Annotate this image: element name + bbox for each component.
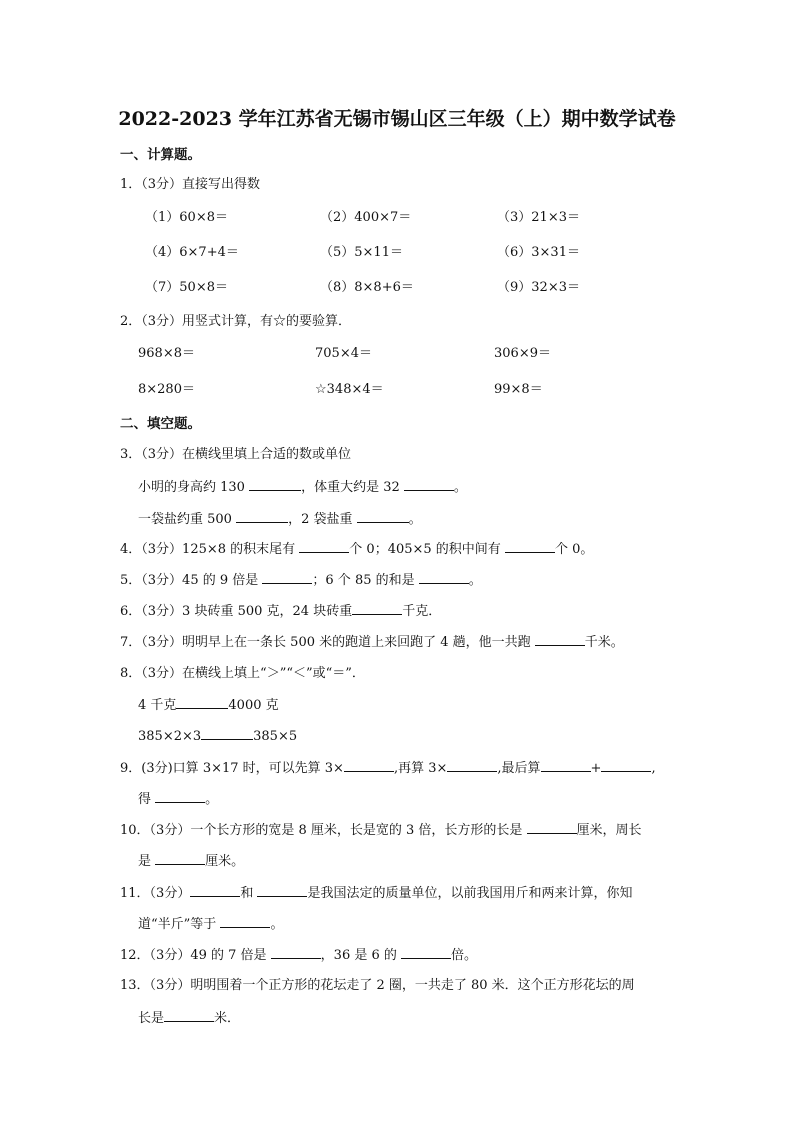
answer-blank[interactable]: [344, 759, 394, 772]
q2-item: 8×280＝: [138, 382, 195, 397]
answer-blank[interactable]: [401, 946, 451, 959]
question-3-stem: 3．（3分）在横线里填上合适的数或单位: [120, 447, 352, 462]
question-13-line-2: 长是 米．: [138, 1011, 241, 1026]
answer-blank[interactable]: [527, 821, 577, 834]
question-9-line-1: 9．(3分)口算 3×17 时，可以先算 3× ,再算 3× ,最后算 + ,: [120, 761, 656, 776]
answer-blank[interactable]: [155, 790, 205, 803]
question-6: 6．（3分）3 块砖重 500 克，24 块砖重 千克．: [120, 604, 442, 619]
q1-item: （1）60×8＝: [145, 210, 228, 225]
question-7: 7．（3分）明明早上在一条长 500 米的跑道上来回跑了 4 趟，他一共跑 千米。: [120, 635, 624, 650]
q1-item: （6）3×31＝: [497, 245, 580, 260]
question-8-stem: 8．（3分）在横线上填上“＞”“＜”或“＝”．: [120, 666, 365, 681]
q1-item: （2）400×7＝: [320, 210, 412, 225]
question-11-line-1: 11．（3分） 和 是我国法定的质量单位，以前我国用斤和两来计算，你知: [120, 886, 633, 901]
answer-blank[interactable]: [236, 510, 288, 523]
answer-blank[interactable]: [535, 633, 585, 646]
question-12: 12．（3分）49 的 7 倍是 ，36 是 6 的 倍。: [120, 948, 478, 963]
question-3-line-2: 一袋盐约重 500 ，2 袋盐重 。: [138, 512, 422, 527]
answer-blank[interactable]: [447, 759, 497, 772]
answer-blank[interactable]: [299, 540, 349, 553]
answer-blank[interactable]: [249, 478, 301, 491]
question-5: 5．（3分）45 的 9 倍是 ；6 个 85 的和是 。: [120, 573, 482, 588]
question-1-stem: 1．（3分）直接写出得数: [120, 177, 261, 192]
question-13-line-1: 13．（3分）明明围着一个正方形的花坛走了 2 圈，一共走了 80 米．这个正方形花坛的周: [120, 978, 635, 993]
q1-item: （5）5×11＝: [320, 245, 403, 260]
answer-blank[interactable]: [357, 510, 409, 523]
q2-item: 99×8＝: [494, 382, 543, 397]
answer-blank[interactable]: [257, 884, 307, 897]
q1-item: （8）8×8+6＝: [320, 280, 414, 295]
section-heading-calculation: 一、计算题。: [120, 147, 201, 163]
answer-blank[interactable]: [190, 884, 240, 897]
section-heading-fill-blank: 二、填空题。: [120, 416, 201, 432]
q2-item: 306×9＝: [494, 346, 551, 361]
question-4: 4．（3分）125×8 的积末尾有 个 0；405×5 的积中间有 个 0。: [120, 542, 594, 557]
question-10-line-2: 是 厘米。: [138, 854, 245, 869]
answer-blank[interactable]: [541, 759, 591, 772]
q2-item: 705×4＝: [315, 346, 372, 361]
question-8-line-2: 385×2×3 385×5: [138, 729, 298, 744]
q2-item: 968×8＝: [138, 346, 195, 361]
question-2-stem: 2．（3分）用竖式计算，有☆的要验算．: [120, 314, 352, 329]
q1-item: （4）6×7+4＝: [145, 245, 239, 260]
question-10-line-1: 10．（3分）一个长方形的宽是 8 厘米，长是宽的 3 倍，长方形的长是 厘米，周长: [120, 823, 642, 838]
answer-blank[interactable]: [601, 759, 651, 772]
answer-blank[interactable]: [164, 1009, 214, 1022]
q1-item: （7）50×8＝: [145, 280, 228, 295]
answer-blank[interactable]: [419, 571, 469, 584]
answer-blank[interactable]: [404, 478, 454, 491]
page-title: 2022-2023 学年江苏省无锡市锡山区三年级（上）期中数学试卷: [118, 108, 676, 130]
answer-blank[interactable]: [271, 946, 321, 959]
answer-blank[interactable]: [155, 852, 205, 865]
question-9-line-2: 得 。: [138, 792, 219, 807]
question-8-line-1: 4 千克 4000 克: [138, 698, 279, 713]
q1-item: （3）21×3＝: [497, 210, 580, 225]
q1-item: （9）32×3＝: [497, 280, 580, 295]
answer-blank[interactable]: [262, 571, 312, 584]
answer-blank[interactable]: [505, 540, 555, 553]
answer-blank[interactable]: [201, 727, 253, 740]
answer-blank[interactable]: [220, 915, 270, 928]
answer-blank[interactable]: [352, 602, 402, 615]
q2-item: ☆348×4＝: [315, 382, 384, 397]
question-11-line-2: 道“半斤”等于 。: [138, 917, 284, 932]
answer-blank[interactable]: [176, 696, 228, 709]
question-3-line-1: 小明的身高约 130 ，体重大约是 32 。: [138, 480, 467, 495]
